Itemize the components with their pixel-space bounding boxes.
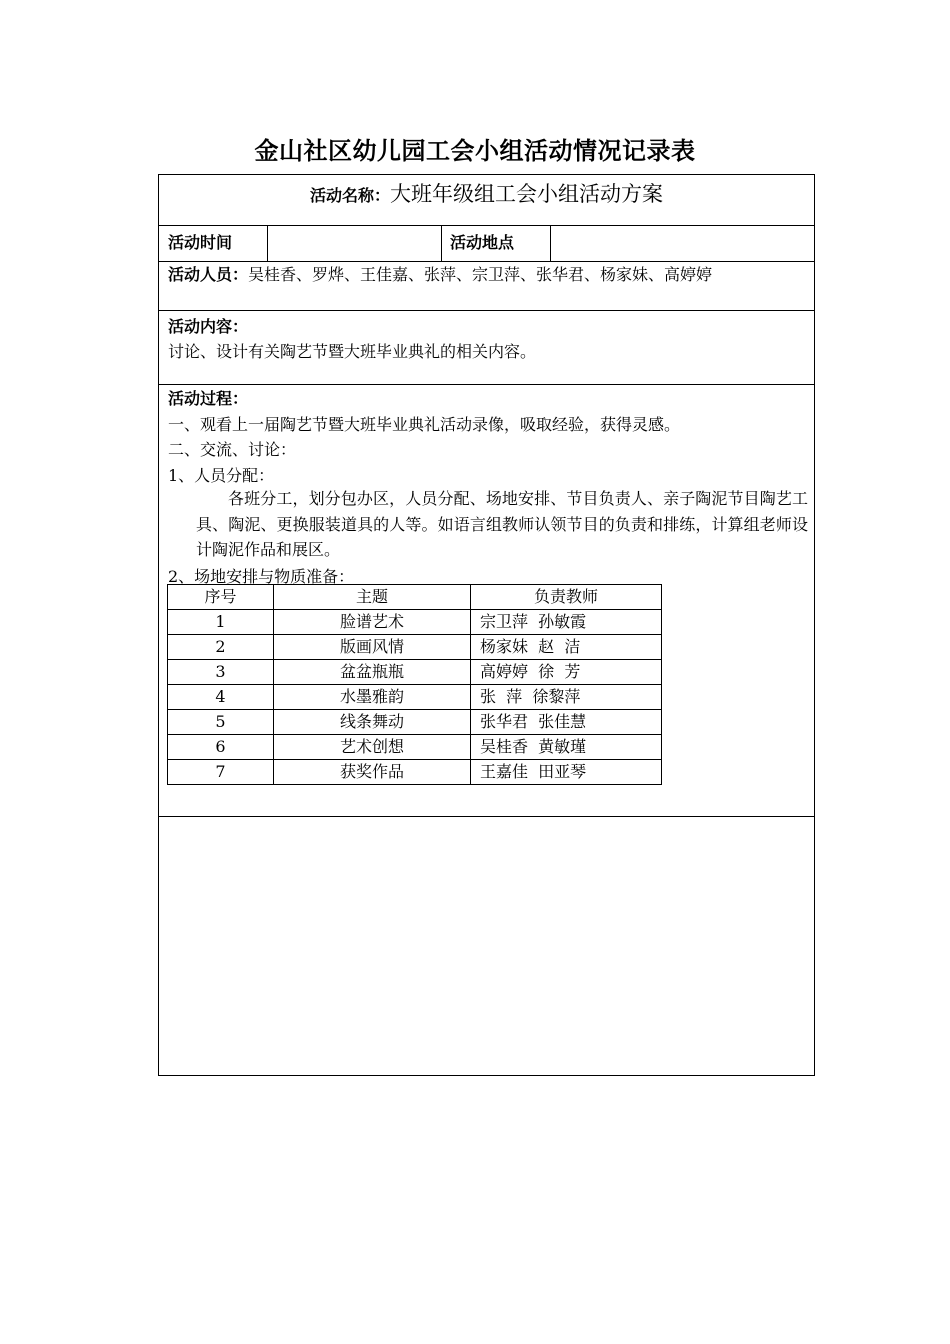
- table-row: [168, 685, 662, 710]
- divider: [159, 384, 814, 385]
- content-text: 讨论、设计有关陶艺节暨大班毕业典礼的相关内容。: [168, 342, 537, 361]
- row-teachers: 杨家妹 赵 洁: [471, 635, 662, 660]
- process-step-2: 二、交流、讨论：: [168, 440, 297, 459]
- participants-row: [168, 262, 712, 285]
- activity-name-label: 活动名称：: [309, 186, 390, 205]
- row-topic: 脸谱艺术: [274, 610, 471, 635]
- process-label: 活动过程：: [168, 389, 249, 408]
- table-row: [168, 610, 662, 635]
- process-subsection-venue: 2、场地安排与物质准备：: [168, 567, 355, 586]
- column-header-topic: 主题: [274, 585, 471, 610]
- row-topic: 版画风情: [274, 635, 471, 660]
- row-number: 6: [168, 735, 274, 760]
- row-number: 7: [168, 760, 274, 785]
- row-topic: 水墨雅韵: [274, 685, 471, 710]
- staffing-paragraph: 各班分工，划分包办区，人员分配、场地安排、节目负责人、亲子陶泥节目陶艺工具、陶泥、更换服装道具的人等。如语言组教师认领节目的负责和排练，计算组老师设计陶泥作品和展区。: [196, 489, 808, 559]
- row-number: 5: [168, 710, 274, 735]
- row-teachers: 吴桂香 黄敏瑾: [471, 735, 662, 760]
- row-topic: 线条舞动: [274, 710, 471, 735]
- activity-name-value: 大班年级组工会小组活动方案: [390, 182, 663, 206]
- process-subsection-staffing: 1、人员分配：: [168, 466, 275, 485]
- participants-label: 活动人员：: [168, 265, 249, 284]
- page-title: 金山社区幼儿园工会小组活动情况记录表: [254, 137, 696, 165]
- row-teachers: 高婷婷 徐 芳: [471, 660, 662, 685]
- row-topic: 艺术创想: [274, 735, 471, 760]
- blank-notes-area: [159, 817, 814, 1075]
- divider: [159, 310, 814, 311]
- cell-divider: [550, 225, 551, 261]
- row-topic: 获奖作品: [274, 760, 471, 785]
- row-teachers: 张华君 张佳慧: [471, 710, 662, 735]
- table-row: [168, 735, 662, 760]
- table-row: [168, 660, 662, 685]
- row-teachers: 王嘉佳 田亚琴: [471, 760, 662, 785]
- participants-value: 吴桂香、罗烨、王佳嘉、张萍、宗卫萍、张华君、杨家妹、高婷婷: [248, 265, 713, 284]
- row-number: 4: [168, 685, 274, 710]
- activity-name-row: [159, 175, 814, 225]
- cell-divider: [267, 225, 268, 261]
- activity-place-label: 活动地点: [450, 233, 515, 252]
- row-number: 1: [168, 610, 274, 635]
- column-header-no: 序号: [168, 585, 274, 610]
- row-topic: 盆盆瓶瓶: [274, 660, 471, 685]
- content-label: 活动内容：: [168, 317, 249, 336]
- table-row: [168, 760, 662, 785]
- table-row: [168, 710, 662, 735]
- table-header-row: [168, 585, 662, 610]
- activity-time-label: 活动时间: [168, 233, 233, 252]
- divider: [159, 225, 814, 226]
- column-header-teacher: 负责教师: [471, 585, 662, 610]
- cell-divider: [441, 225, 442, 261]
- table-row: [168, 635, 662, 660]
- row-teachers: 宗卫萍 孙敏霞: [471, 610, 662, 635]
- process-step-1: 一、观看上一届陶艺节暨大班毕业典礼活动录像，吸取经验，获得灵感。: [168, 415, 681, 434]
- venue-assignment-table: [167, 584, 662, 785]
- row-number: 2: [168, 635, 274, 660]
- row-teachers: 张 萍 徐黎萍: [471, 685, 662, 710]
- row-number: 3: [168, 660, 274, 685]
